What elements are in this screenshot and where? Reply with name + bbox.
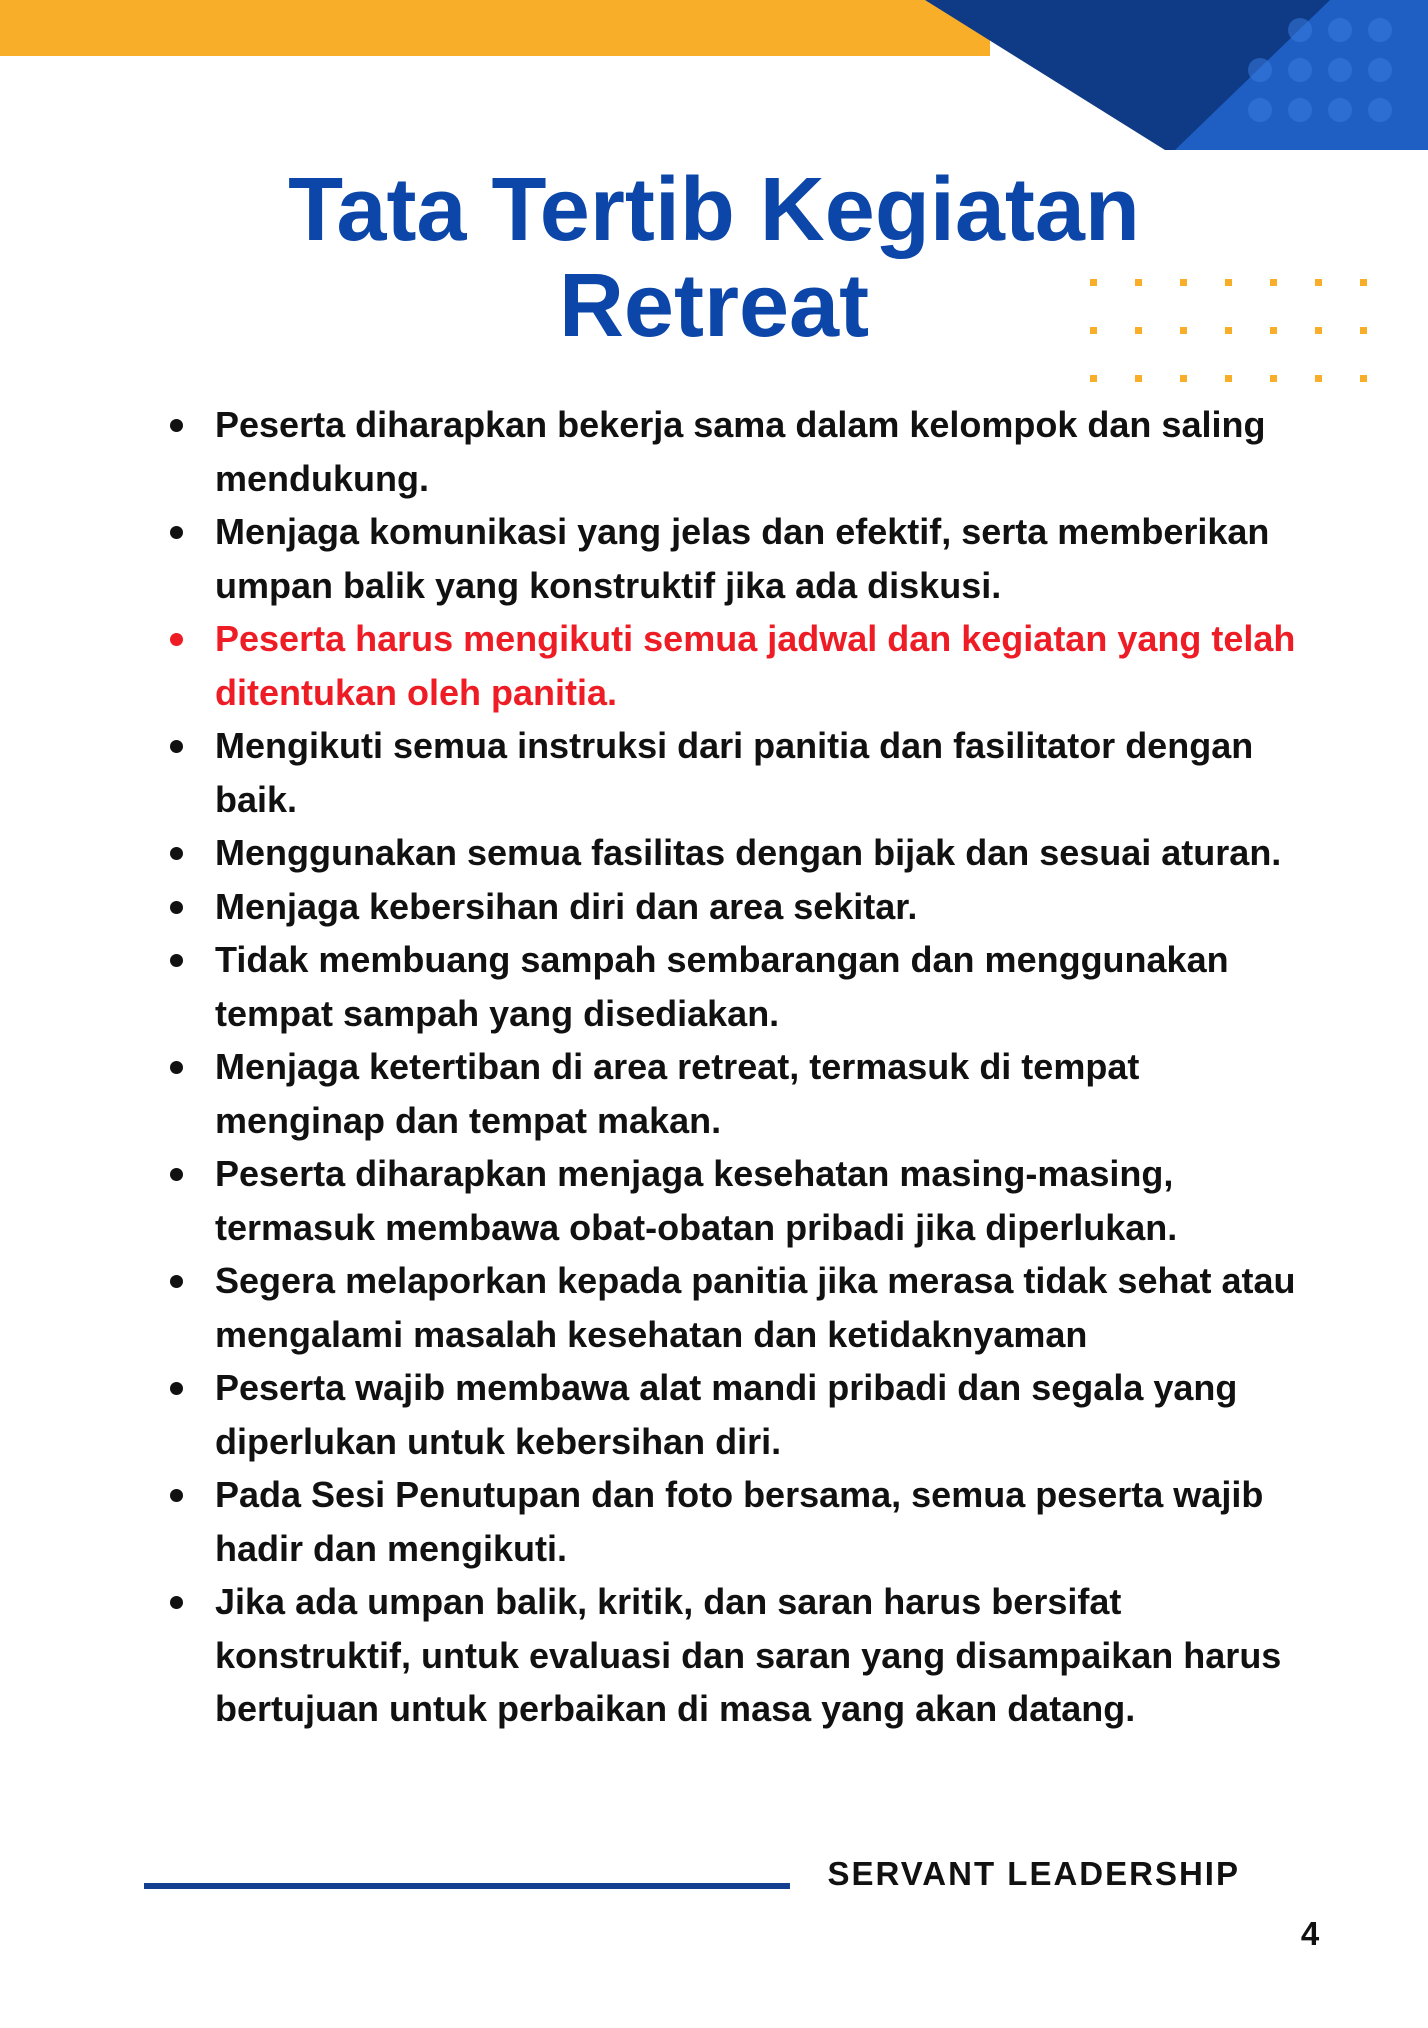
page-title-line-1: Tata Tertib Kegiatan [288, 160, 1140, 260]
rule-item: Menjaga ketertiban di area retreat, termasuk di tempat menginap dan tempat makan. [168, 1040, 1308, 1147]
rule-item: Peserta harus mengikuti semua jadwal dan kegiatan yang telah ditentukan oleh panitia. [168, 612, 1308, 719]
yellow-dot [1180, 375, 1187, 382]
rule-item: Menggunakan semua fasilitas dengan bijak dan sesuai aturan. [168, 826, 1308, 880]
page-number: 4 [1300, 1915, 1320, 1952]
rule-item: Segera melaporkan kepada panitia jika merasa tidak sehat atau mengalami masalah kesehatan dan ketidaknyaman [168, 1254, 1308, 1361]
yellow-dot [1270, 375, 1277, 382]
footer-label: SERVANT LEADERSHIP [827, 1855, 1240, 1892]
yellow-dot [1135, 375, 1142, 382]
yellow-dot [1360, 375, 1367, 382]
rule-item: Jika ada umpan balik, kritik, dan saran harus bersifat konstruktif, untuk evaluasi dan saran yang disampaikan harus bertujuan untuk perbaikan di masa yang akan datang. [168, 1575, 1308, 1736]
footer-divider [144, 1883, 790, 1889]
yellow-dot [1225, 375, 1232, 382]
yellow-stripe [0, 0, 990, 56]
page-title-line-2: Retreat [558, 256, 870, 356]
rule-item: Menjaga kebersihan diri dan area sekitar. [168, 880, 1308, 934]
rule-item: Peserta diharapkan bekerja sama dalam kelompok dan saling mendukung. [168, 398, 1308, 505]
rule-item: Tidak membuang sampah sembarangan dan menggunakan tempat sampah yang disediakan. [168, 933, 1308, 1040]
yellow-dot [1090, 375, 1097, 382]
rule-item: Peserta diharapkan menjaga kesehatan masing-masing, termasuk membawa obat-obatan pribadi jika diperlukan. [168, 1147, 1308, 1254]
yellow-dot [1315, 375, 1322, 382]
page-title [0, 162, 1428, 354]
rule-item: Mengikuti semua instruksi dari panitia dan fasilitator dengan baik. [168, 719, 1308, 826]
rules-list [168, 398, 1308, 1736]
rule-item: Peserta wajib membawa alat mandi pribadi dan segala yang diperlukan untuk kebersihan diri. [168, 1361, 1308, 1468]
rule-item: Pada Sesi Penutupan dan foto bersama, semua peserta wajib hadir dan mengikuti. [168, 1468, 1308, 1575]
rule-item: Menjaga komunikasi yang jelas dan efektif, serta memberikan umpan balik yang konstruktif jika ada diskusi. [168, 505, 1308, 612]
